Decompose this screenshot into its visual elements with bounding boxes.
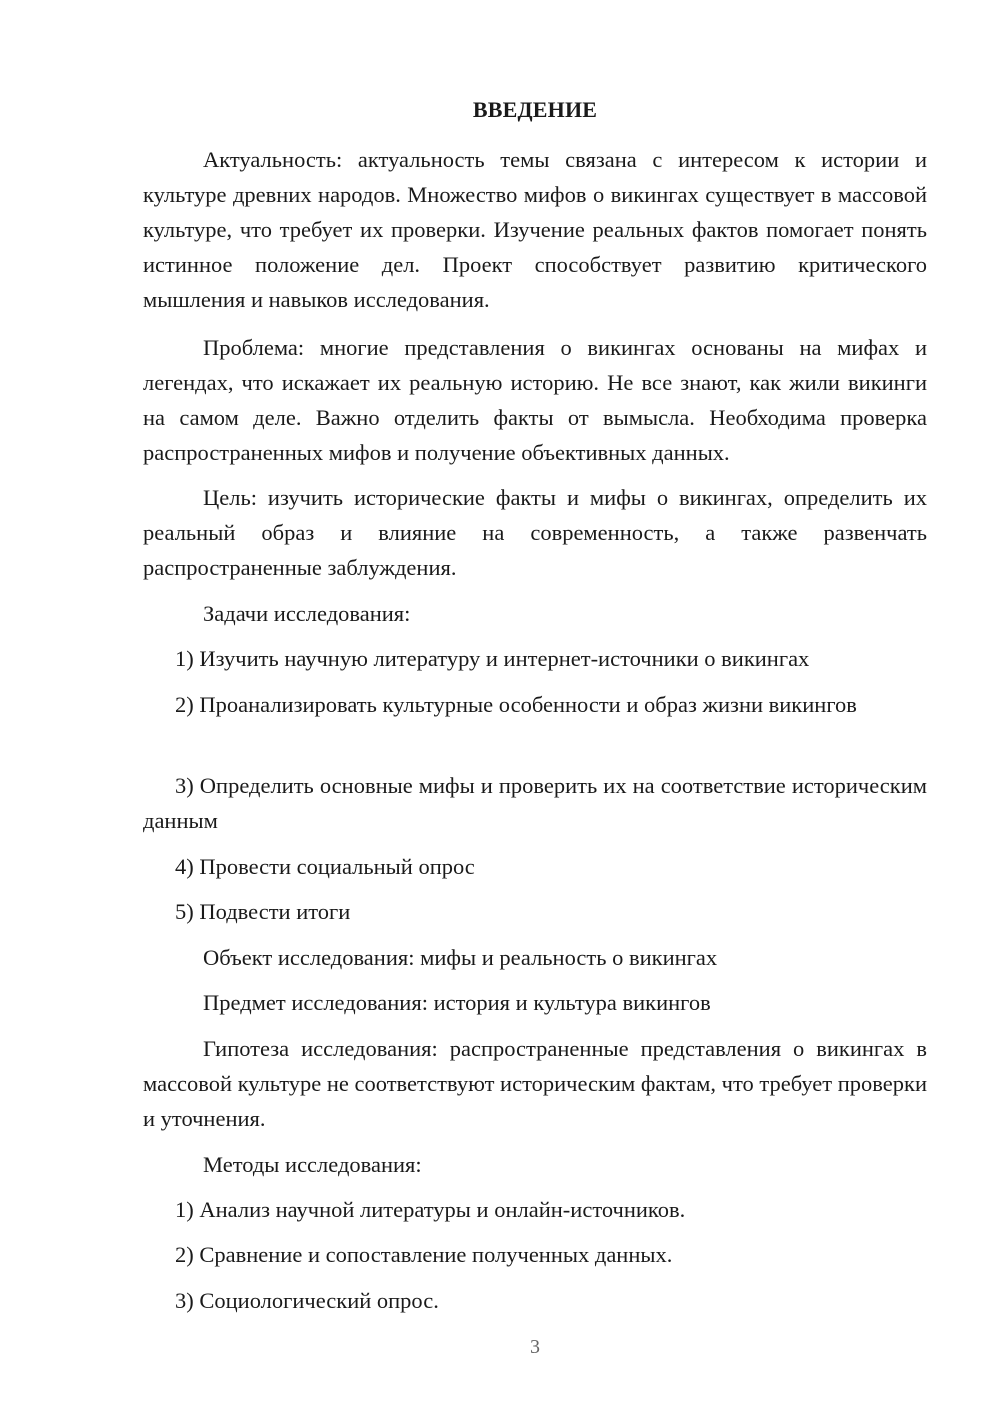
page-number: 3 (530, 1336, 540, 1358)
task-item-4: 4) Провести социальный опрос (175, 854, 475, 879)
tasks-heading: Задачи исследования: (203, 601, 411, 626)
section-title: ВВЕДЕНИЕ (472, 97, 598, 122)
method-item-1: 1) Анализ научной литературы и онлайн-источников. (175, 1197, 686, 1222)
subject-paragraph: Предмет исследования: история и культура викингов (203, 990, 711, 1015)
goal-paragraph: Цель: изучить исторические факты и мифы о викингах, определить их реальный образ и влияние на современность, а также развенчать распространенные заблуждения. (143, 485, 927, 580)
object-paragraph: Объект исследования: мифы и реальность о викингах (203, 945, 718, 970)
task-item-5: 5) Подвести итоги (175, 899, 351, 924)
method-item-2: 2) Сравнение и сопоставление полученных данных. (175, 1242, 673, 1267)
task-item-2: 2) Проанализировать культурные особенности и образ жизни викингов (175, 692, 857, 717)
method-item-3: 3) Социологический опрос. (175, 1288, 439, 1313)
methods-heading: Методы исследования: (203, 1152, 422, 1177)
task-item-3: 3) Определить основные мифы и проверить их на соответствие историческим данным (143, 773, 927, 833)
relevance-paragraph: Актуальность: актуальность темы связана с интересом к истории и культуре древних народов. Множество мифов о викингах существует в массовой культуре, что требует их проверки. Изучение реальных фактов помогает понять истинное положение дел. Проект способствует развитию критического мышления и навыков исследования. (143, 147, 927, 312)
problem-paragraph: Проблема: многие представления о викингах основаны на мифах и легендах, что искажает их реальную историю. Не все знают, как жили викинги на самом деле. Важно отделить факты от вымысла. Необходима проверка распространенных мифов и получение объективных данных. (143, 335, 927, 465)
hypothesis-paragraph: Гипотеза исследования: распространенные представления о викингах в массовой культуре не соответствуют историческим фактам, что требует проверки и уточнения. (143, 1036, 927, 1131)
task-item-1: 1) Изучить научную литературу и интернет-источники о викингах (175, 646, 810, 671)
